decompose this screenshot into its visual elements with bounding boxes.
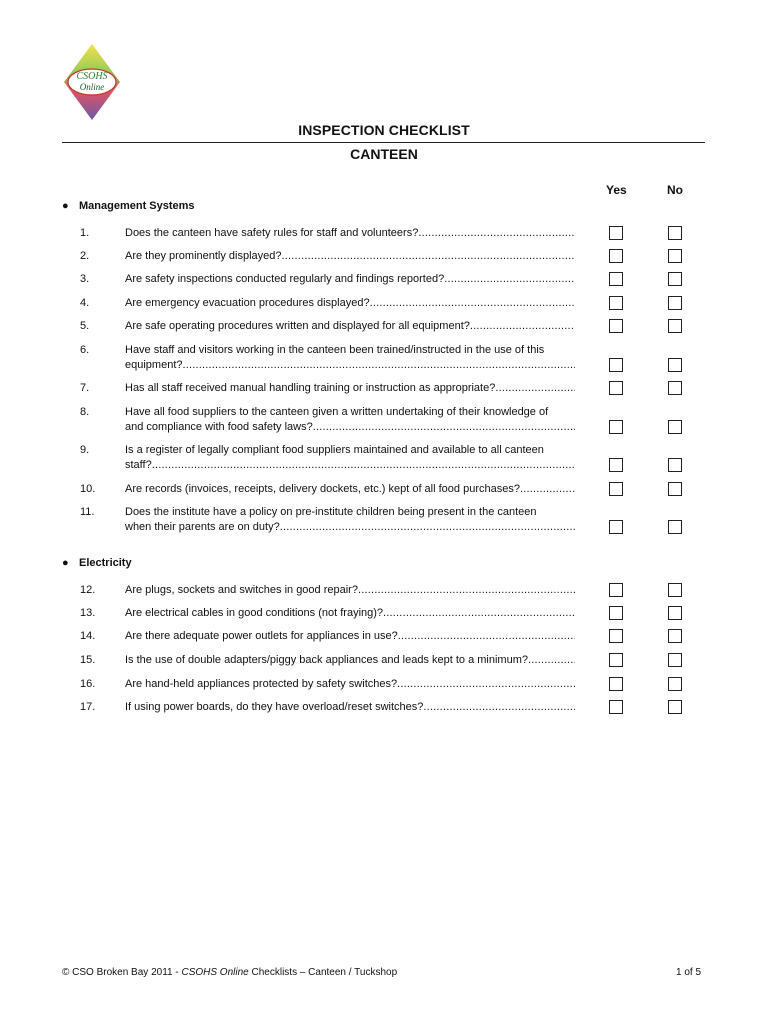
no-checkbox[interactable]	[668, 358, 682, 372]
no-checkbox[interactable]	[668, 226, 682, 240]
footer-copyright	[62, 967, 397, 978]
yes-checkbox[interactable]	[609, 272, 623, 286]
no-checkbox[interactable]	[668, 296, 682, 310]
question-number: 7.	[80, 382, 90, 394]
question-number: 2.	[80, 250, 90, 262]
no-checkbox[interactable]	[668, 700, 682, 714]
question-line: equipment?	[125, 359, 183, 371]
title-divider	[62, 142, 705, 143]
no-checkbox[interactable]	[668, 381, 682, 395]
leader-dots	[282, 249, 575, 264]
leader-dots	[183, 358, 576, 373]
question-text	[125, 653, 575, 668]
no-checkbox[interactable]	[668, 677, 682, 691]
section-title: Electricity	[79, 557, 132, 569]
question-line: Has all staff received manual handling training or instruction as appropriate?	[125, 382, 496, 394]
question-line: Does the canteen have safety rules for staff and volunteers?	[125, 227, 419, 239]
question-text	[125, 700, 575, 715]
yes-checkbox[interactable]	[609, 249, 623, 263]
question-line: Are records (invoices, receipts, delivery dockets, etc.) kept of all food purchases?	[125, 483, 520, 495]
question-line: Are emergency evacuation procedures displayed?	[125, 297, 370, 309]
question-number: 3.	[80, 273, 90, 285]
no-checkbox[interactable]	[668, 520, 682, 534]
no-checkbox[interactable]	[668, 606, 682, 620]
question-number: 4.	[80, 297, 90, 309]
yes-checkbox[interactable]	[609, 420, 623, 434]
question-line: and compliance with food safety laws?	[125, 421, 313, 433]
logo-text-2: Online	[79, 82, 105, 92]
question-line: when their parents are on duty?	[125, 521, 280, 533]
no-checkbox[interactable]	[668, 629, 682, 643]
question-line: staff?	[125, 459, 152, 471]
bullet-icon: ●	[62, 557, 69, 569]
no-checkbox[interactable]	[668, 319, 682, 333]
question-number: 1.	[80, 227, 90, 239]
yes-checkbox[interactable]	[609, 629, 623, 643]
leader-dots	[495, 381, 575, 396]
question-number: 9.	[80, 444, 90, 456]
question-line: Does the institute have a policy on pre-institute children being present in the canteen	[125, 506, 537, 518]
yes-checkbox[interactable]	[609, 319, 623, 333]
yes-checkbox[interactable]	[609, 606, 623, 620]
question-text	[125, 606, 575, 621]
question-text	[125, 296, 575, 311]
no-checkbox[interactable]	[668, 482, 682, 496]
question-number: 14.	[80, 630, 96, 642]
yes-checkbox[interactable]	[609, 482, 623, 496]
no-checkbox[interactable]	[668, 458, 682, 472]
question-number: 6.	[80, 344, 90, 356]
question-line: Is the use of double adapters/piggy back appliances and leads kept to a minimum?	[125, 654, 528, 666]
question-text	[125, 583, 575, 598]
footer-brand: CSOHS Online	[181, 967, 249, 978]
yes-checkbox[interactable]	[609, 700, 623, 714]
section-heading-management	[62, 200, 195, 212]
question-text	[125, 272, 575, 287]
question-line: Have staff and visitors working in the canteen been trained/instructed in the use of this	[125, 344, 545, 356]
question-line: Have all food suppliers to the canteen given a written undertaking of their knowledge of	[125, 406, 549, 418]
leader-dots	[152, 458, 575, 473]
question-text	[125, 629, 575, 644]
question-text	[125, 505, 575, 535]
bullet-icon: ●	[62, 200, 69, 212]
no-checkbox[interactable]	[668, 272, 682, 286]
leader-dots	[383, 606, 575, 621]
leader-dots	[520, 482, 575, 497]
question-text	[125, 482, 575, 497]
leader-dots	[528, 653, 575, 668]
question-line: Are there adequate power outlets for appliances in use?	[125, 630, 398, 642]
question-number: 13.	[80, 607, 96, 619]
page-number: 1 of 5	[676, 967, 702, 978]
leader-dots	[280, 520, 575, 535]
leader-dots	[444, 272, 575, 287]
footer-suffix: Checklists – Canteen / Tuckshop	[248, 967, 398, 978]
question-line: Are safe operating procedures written and displayed for all equipment?	[125, 320, 470, 332]
no-column-header: No	[667, 183, 683, 197]
logo-text-1: CSOHS	[76, 71, 108, 82]
yes-checkbox[interactable]	[609, 296, 623, 310]
question-line: Are hand-held appliances protected by safety switches?	[125, 678, 398, 690]
no-checkbox[interactable]	[668, 653, 682, 667]
question-text	[125, 381, 575, 396]
yes-checkbox[interactable]	[609, 677, 623, 691]
question-line: If using power boards, do they have overload/reset switches?	[125, 701, 424, 713]
question-number: 8.	[80, 406, 90, 418]
question-line: Are electrical cables in good conditions (not fraying)?	[125, 607, 384, 619]
question-number: 15.	[80, 654, 96, 666]
question-line: Is a register of legally compliant food suppliers maintained and available to all canteen	[125, 444, 544, 456]
leader-dots	[397, 677, 575, 692]
section-title: Management Systems	[79, 200, 195, 212]
yes-checkbox[interactable]	[609, 358, 623, 372]
question-text	[125, 319, 575, 334]
yes-column-header: Yes	[606, 183, 627, 197]
yes-checkbox[interactable]	[609, 583, 623, 597]
question-text	[125, 249, 575, 264]
yes-checkbox[interactable]	[609, 458, 623, 472]
leader-dots	[423, 700, 575, 715]
question-number: 10.	[80, 483, 96, 495]
no-checkbox[interactable]	[668, 249, 682, 263]
question-line: Are safety inspections conducted regularly and findings reported?	[125, 273, 445, 285]
question-line: Are they prominently displayed?	[125, 250, 282, 262]
section-heading-electricity	[62, 557, 132, 569]
leader-dots	[398, 629, 575, 644]
leader-dots	[358, 583, 575, 598]
question-text	[125, 443, 575, 473]
question-number: 5.	[80, 320, 90, 332]
leader-dots	[313, 420, 575, 435]
question-line: Are plugs, sockets and switches in good repair?	[125, 584, 358, 596]
question-number: 11.	[80, 506, 95, 518]
page-subtitle: CANTEEN	[350, 146, 418, 162]
yes-checkbox[interactable]	[609, 653, 623, 667]
no-checkbox[interactable]	[668, 583, 682, 597]
question-text	[125, 677, 575, 692]
leader-dots	[370, 296, 575, 311]
yes-checkbox[interactable]	[609, 226, 623, 240]
yes-checkbox[interactable]	[609, 520, 623, 534]
footer-prefix: © CSO Broken Bay 2011 -	[62, 967, 182, 978]
yes-checkbox[interactable]	[609, 381, 623, 395]
question-number: 12.	[80, 584, 96, 596]
leader-dots	[418, 226, 575, 241]
question-number: 17.	[80, 701, 96, 713]
csohs-logo	[60, 42, 124, 122]
question-text	[125, 343, 575, 373]
leader-dots	[470, 319, 575, 334]
no-checkbox[interactable]	[668, 420, 682, 434]
page-title: INSPECTION CHECKLIST	[298, 122, 470, 138]
question-text	[125, 405, 575, 435]
question-text	[125, 226, 575, 241]
question-number: 16.	[80, 678, 96, 690]
